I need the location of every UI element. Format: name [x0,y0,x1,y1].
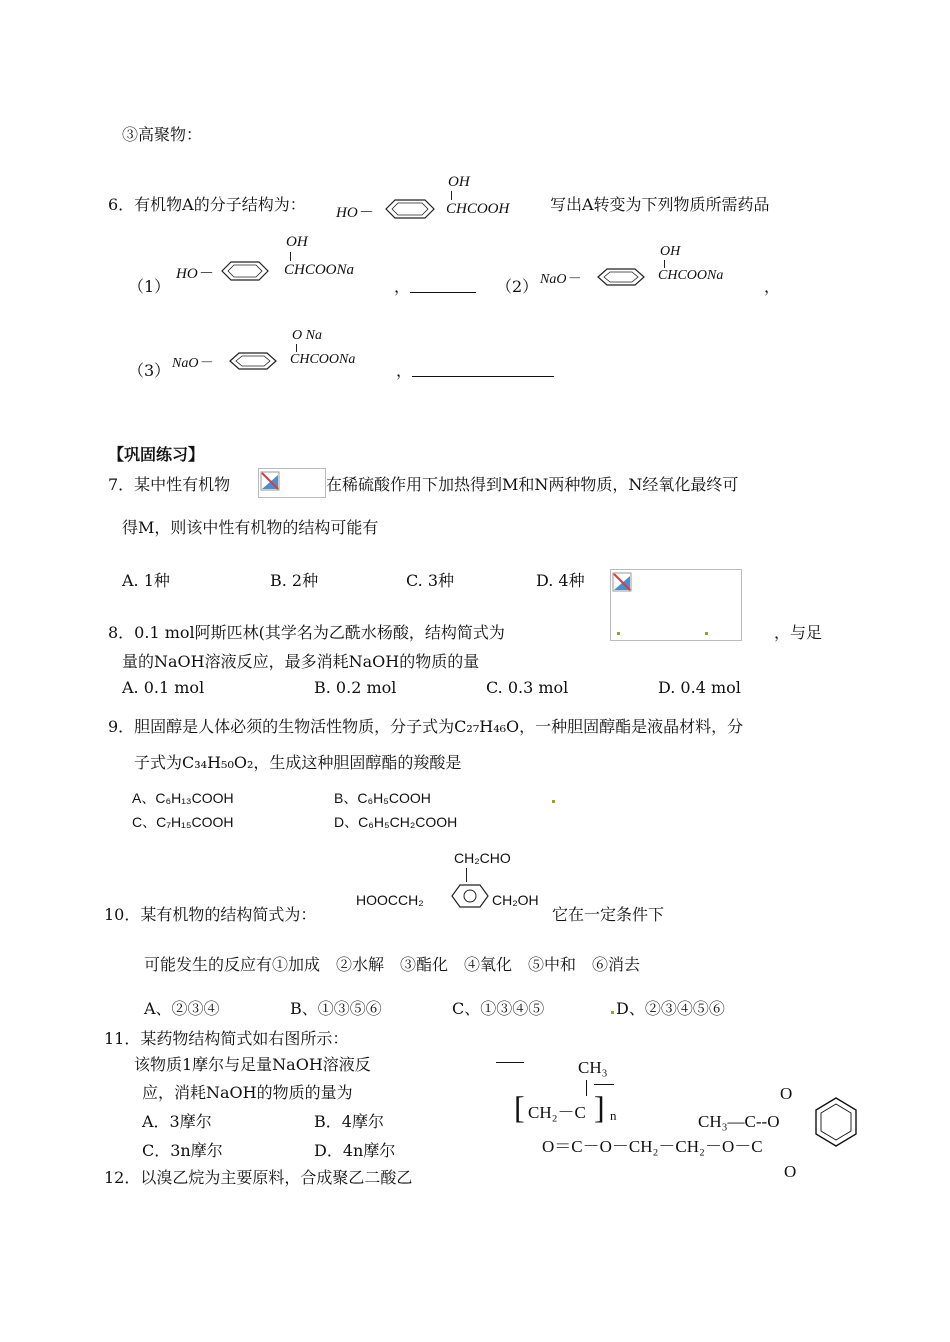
q6-p1-answer-blank[interactable] [410,278,476,293]
bond-line [466,868,467,882]
broken-image-icon [260,471,280,491]
q6-p3-molecule [172,328,398,372]
q10-ch2cho: CH₂CHO [454,850,511,866]
p2-ho: NaO－ [540,272,581,287]
q6-p3-answer-blank[interactable] [412,362,554,377]
q11-line1: 11．某药物结构简式如右图所示： [104,1029,349,1048]
bond-line [586,1080,587,1096]
q8-option-a[interactable]: A. 0.1 mol [122,678,205,697]
q8-structure-image [610,569,742,641]
q7-option-a[interactable]: A. 1种 [122,571,170,590]
q8-line1: 8．0.1 mol阿斯匹林(其学名为乙酰水杨酸，结构简式为 [108,623,505,642]
broken-image-icon [612,572,632,592]
q11-option-a[interactable]: A．3摩尔 [142,1112,212,1131]
q6-p2-label: （2） [496,277,539,296]
q8-option-c[interactable]: C. 0.3 mol [486,678,569,697]
p3-o-na: O Na [292,328,322,343]
speck [611,1011,614,1014]
q9-line1: 9．胆固醇是人体必须的生物活性物质，分子式为C₂₇H₄₆O，一种胆固醇酯是液晶材料，分 [108,717,744,736]
q6-stem-after: 写出A转变为下列物质所需药品 [550,195,770,214]
q7-line1b: 在稀硫酸作用下加热得到M和N两种物质，N经氧化最终可 [326,475,739,494]
benzene-ring-icon [592,267,650,287]
q8-option-d[interactable]: D. 0.4 mol [658,678,741,697]
benzene-ring-icon [380,198,440,220]
q11-line2: 该物质1摩尔与足量NaOH溶液反 [134,1055,371,1074]
q10-line1-end: 它在一定条件下 [552,905,665,924]
right-bracket: ] [594,1089,605,1125]
mol-a-ho: HO－ [336,205,373,221]
p1-ho: HO－ [176,266,213,282]
q7-line2: 得M，则该中性有机物的结构可能有 [122,518,379,537]
left-bracket: [ [514,1089,525,1125]
p3-tail: CHCOONa [290,352,356,367]
benzene-ring-icon [224,351,282,371]
speck [552,800,555,803]
q10-option-b[interactable]: B、①③⑤⑥ [290,999,382,1018]
bond-line [296,344,297,352]
q11-o-top: O [780,1084,793,1103]
q11-o-bottom: O [784,1162,797,1181]
q9-line2: 子式为C₃₄H₅₀O₂，生成这种胆固醇酯的羧酸是 [134,753,462,772]
p1-tail: CHCOONa [284,262,355,278]
q12-line1: 12．以溴乙烷为主要原料，合成聚乙二酸乙 [104,1168,413,1187]
q11-ester: O＝C－O－CH₂－CH₂－O－C [542,1137,763,1156]
p3-ho: NaO－ [172,356,213,371]
benzene-ring-icon [448,882,492,910]
q6-p1-label: （1） [128,277,171,296]
q8-option-b[interactable]: B. 0.2 mol [314,678,397,697]
q11-structure [494,1054,864,1184]
benzene-ring-icon [216,260,274,282]
benzene-ring-icon [812,1096,860,1148]
q6-p3-comma: ， [396,361,413,380]
q6-p1-molecule [176,234,396,280]
q8-line2: 量的NaOH溶液反应，最多消耗NaOH的物质的量 [122,652,480,671]
bracket-top-right [594,1084,614,1085]
q10-line2: 可能发生的反应有①加成 ②水解 ③酯化 ④氧化 ⑤中和 ⑥消去 [144,955,641,974]
p2-tail: CHCOONa [658,268,724,283]
speck [617,632,620,635]
q6-p2-comma: ， [764,277,781,296]
bracket-top-left [496,1062,524,1063]
q11-acetyl: CH₃—C--O [698,1112,780,1131]
q11-ch3: CH₃ [578,1058,608,1077]
mol-a-oh: OH [448,174,470,190]
q9-option-b[interactable]: B、C₆H₅COOH [334,790,431,806]
q11-option-d[interactable]: D．4n摩尔 [314,1141,396,1160]
q6-p2-molecule [540,244,766,288]
q9-option-a[interactable]: A、C₆H₁₃COOH [132,790,234,806]
q11-option-b[interactable]: B．4摩尔 [314,1112,384,1131]
mol-a-tail: CHCOOH [446,201,510,217]
bond-line [451,191,452,200]
q6-p1-comma: ， [394,277,411,296]
q10-line1: 10．某有机物的结构简式为： [104,905,317,924]
q6-molecule-a [336,174,546,221]
q10-option-d[interactable]: D、②③④⑤⑥ [616,999,725,1018]
q9-option-c[interactable]: C、C₇H₁₅COOH [132,814,234,830]
q6-stem: 6．有机物A的分子结构为： [108,195,306,214]
q11-chain: CH₂－C [528,1103,586,1122]
q5-item3: ③高聚物： [122,125,203,144]
q10-hoocch2: HOOCCH₂ [356,892,424,908]
q8-line1-end: ，与足 [774,623,823,642]
section-title: 【巩固练习】 [108,445,205,464]
q6-p3-label: （3） [128,361,171,380]
q11-line3: 应，消耗NaOH的物质的量为 [142,1083,353,1102]
speck [705,632,708,635]
q7-line1a: 7．某中性有机物 [108,475,231,494]
q7-option-d[interactable]: D. 4种 [536,571,585,590]
q7-structure-image [258,468,326,498]
q10-option-c[interactable]: C、①③④⑤ [452,999,545,1018]
q10-option-a[interactable]: A、②③④ [144,999,220,1018]
bond-line [664,260,665,268]
q11-option-c[interactable]: C．3n摩尔 [142,1141,223,1160]
q11-n: n [610,1108,617,1123]
bond-line [290,252,291,261]
q7-option-c[interactable]: C. 3种 [406,571,455,590]
q10-structure [356,848,552,910]
p2-oh: OH [660,244,681,259]
p1-oh: OH [286,234,308,250]
q9-option-d[interactable]: D、C₆H₅CH₂COOH [334,814,458,830]
q10-ch2oh: CH₂OH [492,892,539,908]
q7-option-b[interactable]: B. 2种 [270,571,319,590]
